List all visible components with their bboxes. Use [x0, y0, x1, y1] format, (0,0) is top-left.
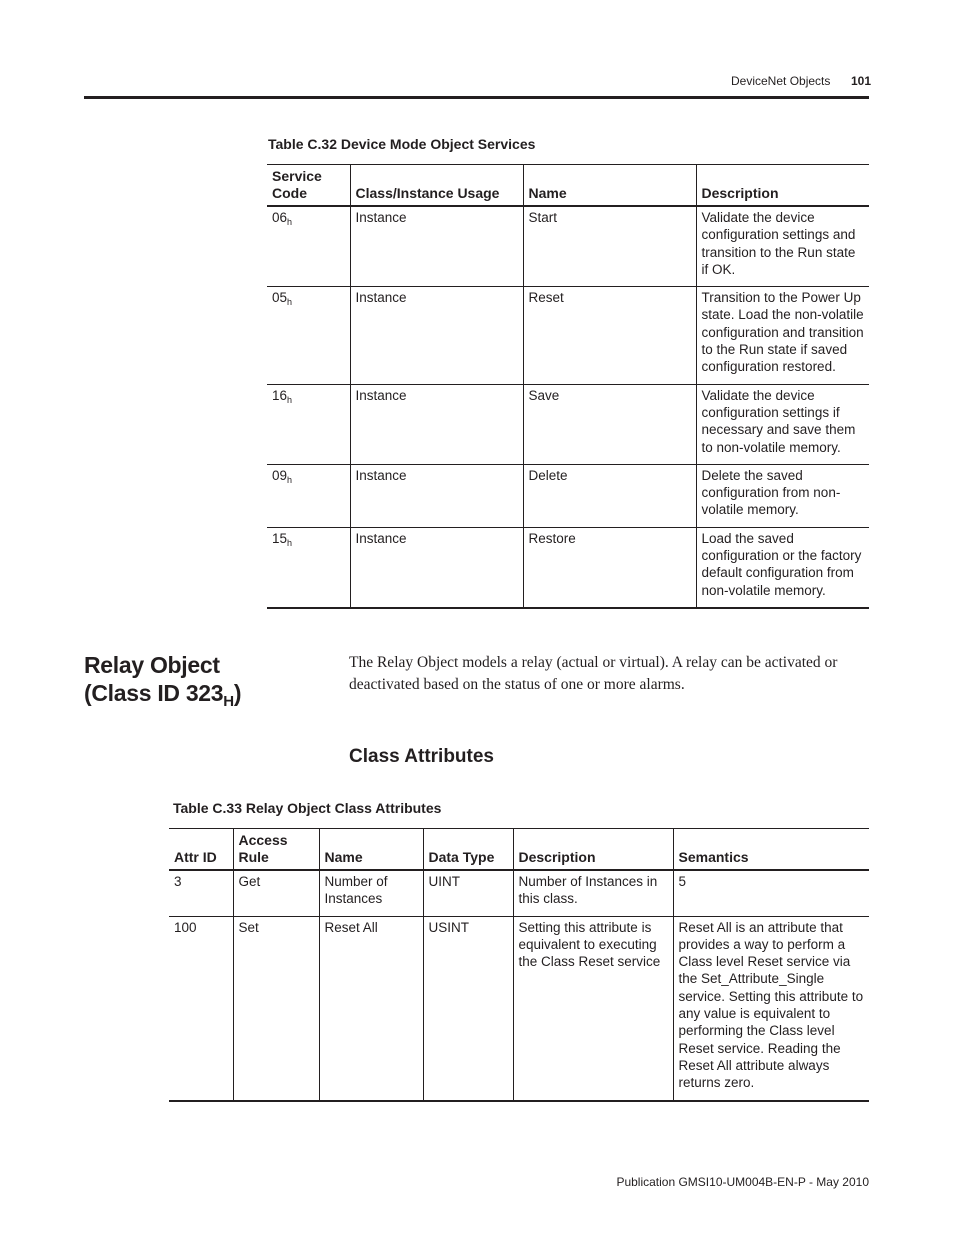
column-header: Description	[696, 165, 869, 207]
column-header: Data Type	[423, 829, 513, 871]
name-cell: Start	[523, 206, 696, 287]
access-rule-cell: Get	[233, 870, 319, 916]
table-row	[267, 527, 869, 608]
access-rule-cell: Set	[233, 916, 319, 1100]
column-header: Name	[523, 165, 696, 207]
description-cell: Validate the device configuration settings and transition to the Run state if OK.	[696, 206, 869, 287]
description-cell: Number of Instances in this class.	[513, 870, 673, 916]
description-cell: Transition to the Power Up state. Load the non-volatile configuration and transition to the Run state if saved configuration restored.	[696, 287, 869, 384]
usage-cell: Instance	[350, 287, 523, 384]
data-type-cell: UINT	[423, 870, 513, 916]
name-cell: Reset All	[319, 916, 423, 1100]
name-cell: Save	[523, 384, 696, 464]
running-header-section: DeviceNet Objects	[731, 74, 831, 88]
usage-cell: Instance	[350, 206, 523, 287]
table-row	[169, 916, 869, 1100]
semantics-cell: 5	[673, 870, 869, 916]
name-cell: Restore	[523, 527, 696, 608]
service-code-cell: $09_h$	[267, 464, 350, 527]
table-c33-header-row	[169, 829, 869, 871]
data-type-cell: USINT	[423, 916, 513, 1100]
table-c33-caption: Table C.33 Relay Object Class Attributes	[173, 800, 442, 816]
description-cell: Load the saved configuration or the factory default configuration from non-volatile memory.	[696, 527, 869, 608]
column-header: Description	[513, 829, 673, 871]
attr-id-cell: 3	[169, 870, 233, 916]
section-intro: The Relay Object models a relay (actual or virtual). A relay can be activated or deactivated based on the status of one or more alarms.	[349, 654, 838, 693]
usage-cell: Instance	[350, 464, 523, 527]
semantics-cell: Reset All is an attribute that provides a way to perform a Class level Reset service via the Set_Attribute_Single service. Setting this attribute to any value is equivalent to performing the Class level Reset service. Reading the Reset All attribute always returns zero.	[673, 916, 869, 1100]
column-header: Access Rule	[233, 829, 319, 871]
table-row	[267, 384, 869, 464]
description-cell: Delete the saved configuration from non-volatile memory.	[696, 464, 869, 527]
service-code-cell: $15_h$	[267, 527, 350, 608]
table-c32	[267, 164, 869, 609]
table-c32-caption: Table C.32 Device Mode Object Services	[268, 136, 536, 152]
column-header: Attr ID	[169, 829, 233, 871]
name-cell: Delete	[523, 464, 696, 527]
description-cell: Setting this attribute is equivalent to executing the Class Reset service	[513, 916, 673, 1100]
description-cell: Validate the device configuration settings if necessary and save them to non-volatile memory.	[696, 384, 869, 464]
table-row	[169, 870, 869, 916]
section-title: Relay Object (Class ID $323_H$)	[84, 652, 242, 710]
usage-cell: Instance	[350, 384, 523, 464]
name-cell: Reset	[523, 287, 696, 384]
column-header: Service Code	[267, 165, 350, 207]
table-row	[267, 287, 869, 384]
table-c33	[169, 828, 869, 1102]
attr-id-cell: 100	[169, 916, 233, 1100]
column-header: Semantics	[673, 829, 869, 871]
column-header: Name	[319, 829, 423, 871]
service-code-cell: $06_h$	[267, 206, 350, 287]
column-header: Class/Instance Usage	[350, 165, 523, 207]
class-attributes-heading: Class Attributes	[349, 746, 494, 767]
table-row	[267, 464, 869, 527]
page-number: 101	[851, 74, 872, 88]
service-code-cell: $16_h$	[267, 384, 350, 464]
usage-cell: Instance	[350, 527, 523, 608]
service-code-cell: $05_h$	[267, 287, 350, 384]
table-c32-header-row	[267, 165, 869, 207]
header-rule	[84, 96, 869, 99]
publication-footer: Publication GMSI10-UM004B-EN-P - May 2010	[616, 1175, 869, 1189]
name-cell: Number of Instances	[319, 870, 423, 916]
table-row	[267, 206, 869, 287]
